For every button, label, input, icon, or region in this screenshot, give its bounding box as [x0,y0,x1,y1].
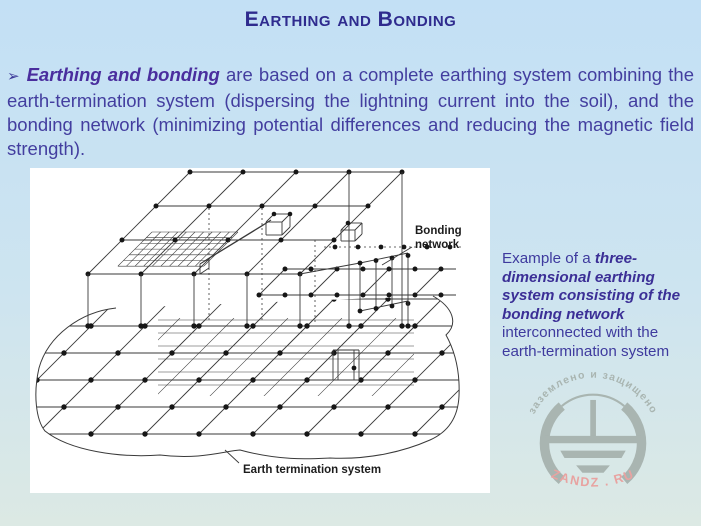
earth-termination-label: Earth termination system [243,464,382,476]
logo-brand-text: ZANDZ . RU [549,466,637,490]
wireframe-layer [30,170,490,437]
slide-title: Earthing and Bonding [244,8,457,31]
bonding-network-label: Bonding [415,225,462,237]
earth-pointer-line [225,450,239,463]
body-lead-text: Earthing and bonding [26,64,220,85]
caption-emphasis: three-dimensional earthing system consisting of the bonding network [502,250,681,323]
bonding-network-label-line2: network [415,239,460,251]
logo-arc-text: заземлено и защищено [526,368,660,417]
caption [502,250,700,361]
caption-pre: Example of a [502,250,595,267]
zandz-logo [517,367,669,511]
body-paragraph [7,63,694,161]
caption-post: interconnected with the earth-termination system [502,324,670,360]
earthing-diagram [30,168,490,493]
bullet-arrow-icon: ➢ [7,68,20,85]
diagram-panel [30,168,490,493]
body-rest-text: are based on a complete earthing system combining the earth-termination system (dispersing the lightning current into the soil), and the bonding network (minimizing potential differences and reducing the magnetic field strength). [7,64,694,159]
